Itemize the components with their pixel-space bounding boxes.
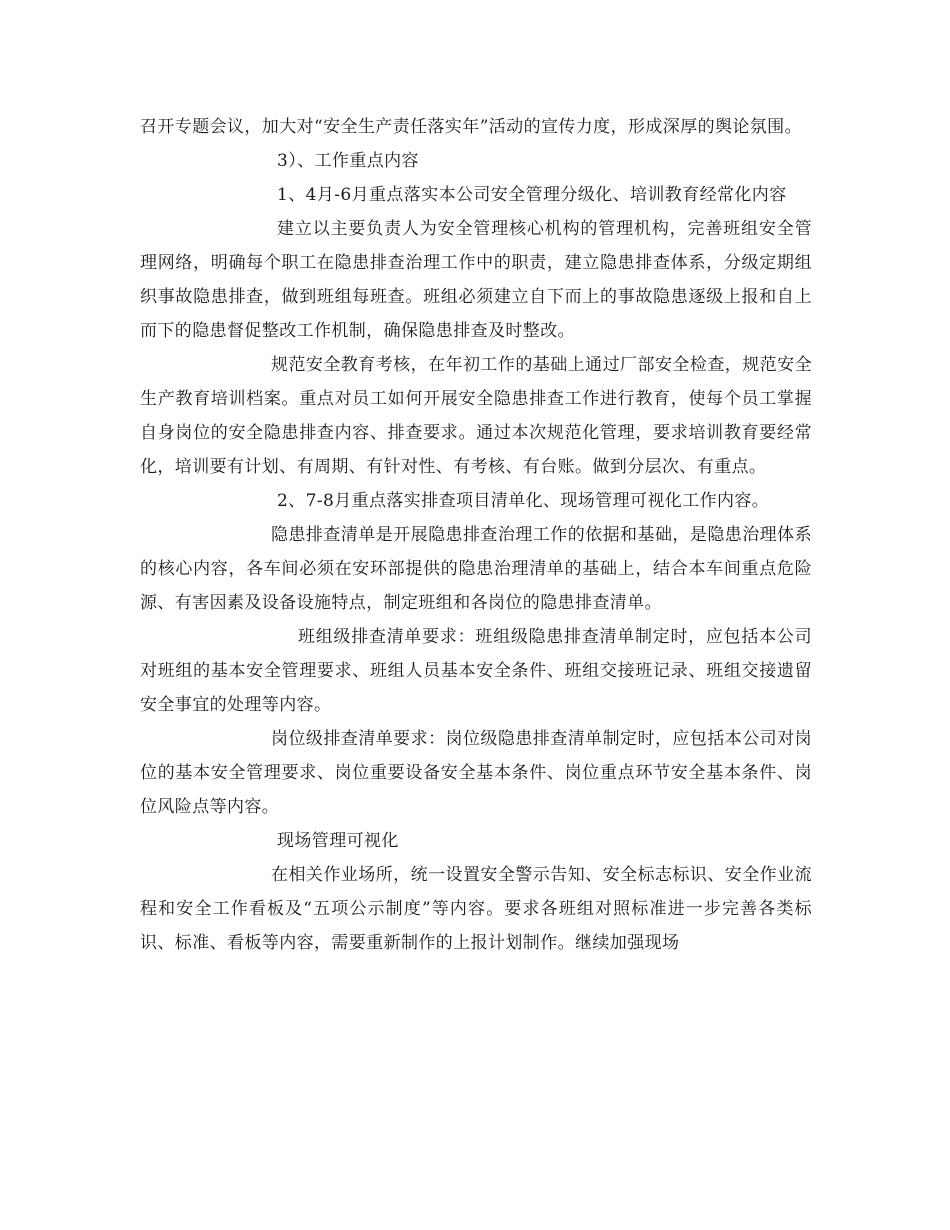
subheading-july-august: 2、7-8月重点落实排查项目清单化、现场管理可视化工作内容。: [277, 491, 770, 511]
paragraph-management-structure: 建立以主要负责人为安全管理核心机构的管理机构，完善班组安全管理网络，明确每个职工在隐患排查治理工作中的职责，建立隐患排查体系，分级定期组织事故隐患排查，做到班组每班查。班组必须建立自下而上的事故隐患逐级上报和自上而下的隐患督促整改工作机制，确保隐患排查及时整改。: [140, 219, 812, 341]
document-body: [140, 110, 812, 960]
subheading-visual-management: 现场管理可视化: [277, 831, 399, 851]
paragraph-team-checklist: 班组级排查清单要求：班组级隐患排查清单制定时，应包括本公司对班组的基本安全管理要求、班组人员基本安全条件、班组交接班记录、班组交接遗留安全事宜的处理等内容。: [140, 627, 812, 715]
paragraph-hazard-checklist: 隐患排查清单是开展隐患排查治理工作的依据和基础，是隐患治理体系的核心内容，各车间必须在安环部提供的隐患治理清单的基础上，结合本车间重点危险源、有害因素及设备设施特点，制定班组和各岗位的隐患排查清单。: [140, 525, 812, 613]
subheading-april-june: 1、4月-6月重点落实本公司安全管理分级化、培训教育经常化内容: [277, 185, 787, 205]
paragraph-visual-management: 在相关作业场所，统一设置安全警示告知、安全标志标识、安全作业流程和安全工作看板及“五项公示制度”等内容。要求各班组对照标准进一步完善各类标识、标准、看板等内容，需要重新制作的上报计划制作。继续加强现场: [140, 865, 812, 953]
paragraph-post-checklist: 岗位级排查清单要求：岗位级隐患排查清单制定时，应包括本公司对岗位的基本安全管理要求、岗位重要设备安全基本条件、岗位重点环节安全基本条件、岗位风险点等内容。: [140, 729, 812, 817]
section-heading-key-content: 3）、工作重点内容: [277, 151, 419, 171]
paragraph-meeting-publicity: 召开专题会议，加大对“安全生产责任落实年”活动的宣传力度，形成深厚的舆论氛围。: [140, 117, 802, 137]
paragraph-safety-education: 规范安全教育考核，在年初工作的基础上通过厂部安全检查，规范安全生产教育培训档案。重点对员工如何开展安全隐患排查工作进行教育，使每个员工掌握自身岗位的安全隐患排查内容、排查要求。通过本次规范化管理，要求培训教育要经常化，培训要有计划、有周期、有针对性、有考核、有台账。做到分层次、有重点。: [140, 355, 812, 477]
